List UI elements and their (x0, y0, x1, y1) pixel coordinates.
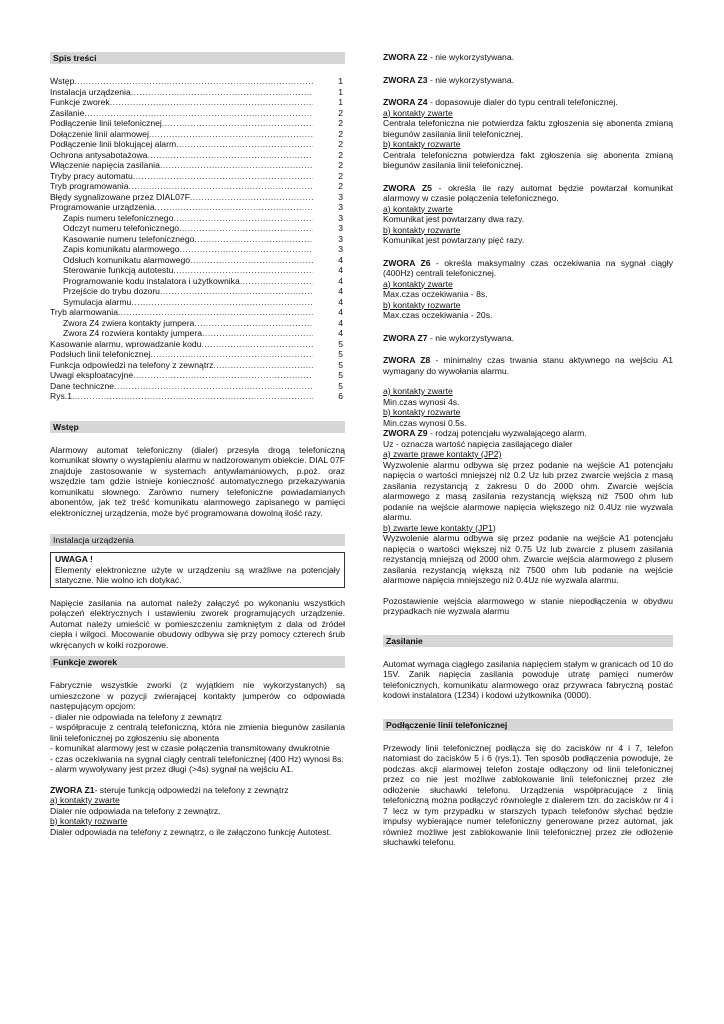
funkcje-option: - komunikat alarmowy jest w czasie połączenia transmitowany dwukrotnie (50, 743, 330, 753)
z4-a-text: Centrala telefoniczna nie potwierdza faktu zgłoszenia się abonenta zmianą biegunów zasilania linii telefonicznej. (383, 118, 673, 139)
toc-entry-title: Zwora Z4 rozwiera kontakty jumpera (63, 328, 202, 338)
toc-entry-page: 6 (338, 391, 343, 401)
z3-label: ZWORA Z3 (383, 74, 428, 85)
z1-b: b) kontakty rozwarte (50, 816, 128, 826)
toc-entry-page: 2 (338, 160, 343, 170)
toc-entry (50, 181, 345, 192)
toc-entry-title: Uwagi eksploatacyjne (50, 370, 134, 380)
toc-dot-leader (74, 76, 313, 87)
toc-entry-title: Ochrona antysabotażowa (50, 149, 148, 160)
table-of-contents (50, 76, 345, 402)
toc-entry (50, 286, 345, 297)
z1-line (50, 785, 345, 796)
toc-entry (50, 370, 345, 381)
toc-entry-title: Programowanie kodu instalatora i użytkownika (63, 275, 240, 286)
toc-entry-page: 2 (338, 107, 343, 118)
toc-entry-title: Podsłuch linii telefonicznej (50, 349, 151, 359)
toc-entry-page: 4 (338, 328, 343, 338)
z6-b: b) kontakty rozwarte (383, 299, 461, 310)
toc-entry (50, 234, 345, 245)
toc-entry (50, 265, 345, 276)
toc-entry-page: 3 (338, 244, 343, 254)
z8-desc: - minimalny czas trwania stanu aktywnego na wejściu A1 wymagany do wywołania alarmu. (383, 355, 673, 376)
toc-entry-title: Zapis numeru telefonicznego (63, 212, 174, 223)
z1-label: ZWORA Z1 (50, 784, 95, 795)
z2-desc: - nie wykorzystywana. (429, 52, 515, 62)
toc-entry-page: 3 (338, 212, 343, 223)
toc-entry-title: Tryb programowania (50, 181, 129, 191)
toc-entry-page: 5 (338, 338, 343, 349)
z9-label: ZWORA Z9 (383, 428, 428, 438)
toc-entry-page: 1 (338, 76, 343, 86)
funkcje-option: - współpracuje z centralą telefoniczną, która nie zmienia biegunów zasilania linii telefonicznej po zgłoszeniu się abonenta (50, 722, 345, 743)
z5-a: a) kontakty zwarte (383, 203, 453, 214)
right-column (383, 52, 673, 848)
z9-desc: - rodzaj potencjału wyzwalającego alarm. (429, 428, 587, 438)
toc-entry-page: 5 (338, 370, 343, 380)
z7-label: ZWORA Z7 (383, 332, 428, 343)
toc-dot-leader (180, 244, 313, 255)
z4-b: b) kontakty rozwarte (383, 139, 461, 149)
toc-dot-leader (240, 276, 313, 287)
toc-entry (50, 255, 345, 266)
z4-label: ZWORA Z4 (383, 97, 428, 107)
toc-entry (50, 97, 345, 108)
toc-entry-title: Podłączenie linii blokującej alarm (50, 139, 177, 149)
z5-desc: - określa ile razy automat będzie powtarzał komunikat alarmowy w czasie połączenia telefonicznego. (383, 182, 674, 203)
left-column (50, 52, 345, 837)
toc-dot-leader (118, 307, 313, 318)
z8-b: b) kontakty rozwarte (383, 407, 461, 417)
toc-dot-leader (72, 391, 313, 402)
toc-dot-leader (131, 297, 313, 308)
toc-entry-title: Wstęp (50, 76, 75, 86)
z5-b-text: Komunikat jest powtarzany pięć razy. (383, 235, 525, 245)
toc-entry (50, 339, 345, 350)
z6-a: a) kontakty zwarte (383, 278, 453, 289)
toc-entry-page: 2 (338, 118, 343, 128)
z9-uz: Uz - oznacza wartość napięcia zasilającego dialer (383, 438, 573, 449)
toc-entry (50, 202, 345, 213)
toc-entry-page: 4 (338, 307, 343, 317)
instalacja-text: Napięcie zasilania na automat należy załączyć po wykonaniu wszystkich połączeń elektrycznych i ustawieniu zworek programujących urządzenie. Automat należy umieścić w pomieszczeniu zamkniętym z dala od źródeł ciepła i wilgoci. Mocowanie obudowy odbywa się przy pomocy czterech śrub wkręcanych w kołki rozporowe. (50, 597, 345, 650)
z8-line (383, 355, 673, 376)
toc-entry-title: Dołączenie linii alarmowej (50, 128, 149, 139)
toc-entry (50, 391, 345, 402)
toc-entry (50, 276, 345, 287)
toc-dot-leader (155, 202, 313, 213)
z3-desc: - nie wykorzystywana. (429, 74, 515, 85)
toc-entry-page: 1 (338, 97, 343, 107)
toc-entry-title: Programowanie urządzenia (50, 202, 155, 212)
funkcje-option: - alarm wywoływany jest przez długi (>4s) sygnał na wejściu A1. (50, 764, 294, 774)
z1-a: a) kontakty zwarte (50, 795, 120, 805)
toc-entry-title: Kasowanie alarmu, wprowadzanie kodu (50, 338, 202, 349)
z5-a-text: Komunikat jest powtarzany dwa razy. (383, 214, 525, 224)
toc-dot-leader (201, 339, 313, 350)
toc-entry-page: 4 (338, 265, 343, 275)
toc-entry-title: Zasilanie (50, 107, 85, 118)
zasilanie-text: Automat wymaga ciągłego zasilania napięciem stałym w granicach od 10 do 15V. Zanik napięcia zasilania powoduje utratę pamięci numerów telefonicznych, komunikatu alarmowego oraz przywraca fabryczną postać kodowi instalatora (1234) i kodowi użytkownika (0000). (383, 658, 673, 700)
toc-entry (50, 244, 345, 255)
toc-entry-title: Odczyt numeru telefonicznego (63, 223, 180, 233)
z4-line (383, 97, 673, 108)
toc-entry (50, 318, 345, 329)
toc-dot-leader (149, 129, 313, 140)
z4-desc: - dopasowuje dialer do typu centrali telefonicznej. (429, 97, 618, 107)
toc-dot-leader (114, 381, 313, 392)
instalacja-heading: Instalacja urządzenia (50, 534, 345, 546)
z2-label: ZWORA Z2 (383, 52, 428, 62)
z7-line (383, 333, 673, 344)
toc-entry-page: 5 (338, 349, 343, 359)
toc-entry-title: Włączenie napięcia zasilania (50, 160, 160, 170)
toc-entry (50, 192, 345, 203)
toc-dot-leader (129, 181, 314, 192)
z9-b-text: Wyzwolenie alarmu odbywa się przez podanie na wejście A1 potencjału napięcia o wartości większej niż 0.75 Uz lub zwarcie z plusem zasilania rezystancją mniejszą od 2000 ohm. Zwarcie wejścia alarmowego z plusem zasilania rezystancją większą niż 7500 ohm lub podanie na wejście alarmowe napięcia mniejszego niż 0.4Uz nie wyzwala alarmu. (383, 533, 673, 585)
toc-dot-leader (133, 171, 313, 182)
toc-dot-leader (173, 213, 313, 224)
funkcje-heading: Funkcje zworek (50, 656, 345, 668)
toc-entry-page: 1 (338, 86, 343, 97)
z9-line (383, 428, 673, 439)
z5-line (383, 183, 673, 204)
toc-entry-page: 3 (338, 223, 343, 233)
toc-entry (50, 76, 345, 87)
linia-heading: Podłączenie linii telefonicznej (383, 719, 673, 731)
toc-entry-page: 4 (338, 296, 343, 307)
toc-dot-leader (179, 223, 313, 234)
z8-label: ZWORA Z8 (383, 355, 431, 365)
z1-b-text: Dialer odpowiada na telefony z zewnątrz, o ile załączono funkcję Autotest. (50, 826, 332, 837)
z5-b: b) kontakty rozwarte (383, 224, 461, 235)
toc-dot-leader (150, 349, 313, 360)
toc-dot-leader (173, 265, 313, 276)
z8-a-text: Min.czas wynosi 4s. (383, 396, 460, 407)
toc-entry-title: Podłączenie linii telefonicznej (50, 118, 162, 128)
z3-line (383, 75, 673, 86)
toc-entry-title: Instalacja urządzenia (50, 86, 131, 97)
toc-entry (50, 118, 345, 129)
funkcje-intro: Fabrycznie wszystkie zworki (z wyjątkiem nie wykorzystanych) są umieszczone w pozycji zwierającej kontakty jumperów co odpowiada następującym opcjom: (50, 680, 345, 711)
linia-text: Przewody linii telefonicznej podłącza się do zacisków nr 4 i 7, telefon natomiast do zacisków 5 i 6 (rys.1). Ten sposób podłączenia powoduje, że podczas akcji alarmowej telefon zostaje odłączony od linii telefonicznej przez co nie jest możliwe zablokowanie linii telefonicznej przez złe odłożenie słuchawki telefonu. Urządzenia współpracujące z linią telefoniczną można podłączyć równolegle z dialerem tzn. do zacisków nr 4 i 7 lecz w tym przypadku w starszych typach telefonów słychać będzie impulsy wybierające numer telefoniczny generowane przez automat, jak również możliwe jest zablokowanie linii telefonicznej przez złe odłożenie słuchawki telefonu. (383, 742, 673, 847)
toc-dot-leader (202, 328, 313, 339)
z9-a: a) zwarte prawe kontakty (JP2) (383, 449, 502, 459)
wstep-heading: Wstęp (50, 421, 345, 433)
z6-line (383, 258, 673, 279)
warning-text: Elementy elektroniczne użyte w urządzeniu są wrażliwe na potencjały statyczne. Nie wolno ich dotykać. (55, 564, 340, 585)
toc-entry (50, 129, 345, 140)
toc-entry-title: Funkcje zworek (50, 97, 110, 107)
toc-entry-title: Funkcja odpowiedzi na telefony z zewnątrz (50, 359, 214, 370)
toc-dot-leader (162, 118, 313, 129)
toc-entry-title: Zapis komunikatu alarmowego (63, 244, 180, 254)
funkcje-options (50, 712, 345, 775)
toc-entry-title: Tryby pracy automatu (50, 170, 133, 181)
warning-title: UWAGA ! (55, 554, 93, 564)
z6-b-text: Max.czas oczekiwania - 20s. (383, 310, 493, 320)
z9-a-text: Wyzwolenie alarmu odbywa się przez podanie na wejście A1 potencjału napięcia o wartości mniejszej niż 0.2 Uz lub przez zwarcie wejścia z masą zasilania rezystancją z zakresu 0 do 2000 ohm. Zwarcie wejścia alarmowego z masą zasilania rezystancją większą niż 7500 ohm lub podanie na wejście alarmowe napięcia większego niż 0.4Uz nie wyzwala alarmu. (383, 459, 673, 522)
funkcje-option: - dialer nie odpowiada na telefony z zewnątrz (50, 711, 222, 722)
z9-note: Pozostawienie wejścia alarmowego w stanie niepodłączenia w obydwu przypadkach nie wyzwala alarmu (383, 595, 673, 616)
toc-entry (50, 297, 345, 308)
z4-b-text: Centrala telefoniczna potwierdza fakt zgłoszenia się abonenta zmianą biegunów zasilania linii telefonicznej. (383, 149, 673, 170)
toc-entry-title: Symulacja alarmu (63, 296, 132, 307)
toc-dot-leader (194, 318, 313, 329)
toc-entry-title: Kasowanie numeru telefonicznego (63, 233, 195, 244)
toc-entry-title: Przejście do trybu dozoru (63, 286, 160, 296)
toc-entry-title: Błędy sygnalizowane przez DIAL07F (50, 191, 190, 202)
toc-entry (50, 213, 345, 224)
z6-label: ZWORA Z6 (383, 257, 431, 268)
toc-entry (50, 139, 345, 150)
z2-line (383, 52, 673, 63)
zasilanie-heading: Zasilanie (383, 635, 673, 647)
z7-desc: - nie wykorzystywana. (429, 332, 515, 343)
wstep-text: Alarmowy automat telefoniczny (dialer) przesyła drogą telefoniczną komunikat słowny o wystąpieniu alarmu w nadzorowanym obiekcie. DIAL 07F znajduje zastosowanie w systemach antywłamaniowych, p.poż. oraz wszędzie tam gdzie istnieje konieczność automatycznego przekazywania komunikatu słownego. Zarówno numery telefoniczne powiadamianych abonentów, jak też treść komunikatu alarmowego zapisanego w pamięci elektronicznej urządzenia, może być programowana dowolną ilość razy. (50, 444, 345, 518)
toc-entry-page: 4 (338, 254, 343, 265)
z1-a-text: Dialer nie odpowiada na telefony z zewnątrz. (50, 805, 221, 816)
toc-entry-page: 2 (338, 170, 343, 181)
z8-b-text: Min.czas wynosi 0.5s. (383, 417, 467, 428)
toc-entry (50, 150, 345, 161)
toc-entry (50, 328, 345, 339)
toc-entry (50, 381, 345, 392)
toc-dot-leader (194, 234, 313, 245)
toc-entry (50, 160, 345, 171)
toc-entry-page: 3 (338, 202, 343, 212)
z4-a: a) kontakty zwarte (383, 107, 453, 118)
toc-entry-title: Dane techniczne (50, 380, 115, 391)
toc-entry-page: 2 (338, 139, 343, 149)
toc-entry-page: 2 (338, 181, 343, 191)
toc-dot-leader (213, 360, 313, 371)
z6-desc: - określa maksymalny czas oczekiwania na sygnał ciągły (400Hz) centrali telefonicznej. (383, 257, 673, 278)
toc-entry-page: 5 (338, 380, 343, 391)
toc-entry-page: 3 (338, 191, 343, 202)
toc-dot-leader (160, 160, 313, 171)
toc-dot-leader (160, 286, 313, 297)
toc-entry-page: 3 (338, 233, 343, 244)
toc-entry (50, 307, 345, 318)
toc-dot-leader (176, 139, 313, 150)
toc-entry (50, 360, 345, 371)
z6-a-text: Max.czas oczekiwania - 8s. (383, 289, 488, 299)
toc-entry (50, 349, 345, 360)
toc-entry (50, 171, 345, 182)
toc-dot-leader (190, 255, 313, 266)
toc-dot-leader (133, 370, 313, 381)
toc-entry (50, 87, 345, 98)
funkcje-option: - czas oczekiwania na sygnał ciągły centrali telefonicznej (400 Hz) wynosi 8s. (50, 753, 344, 764)
toc-dot-leader (131, 87, 313, 98)
toc-entry-title: Sterowanie funkcją autotestu (63, 265, 174, 275)
warning-box (50, 552, 345, 588)
z8-a: a) kontakty zwarte (383, 386, 453, 396)
toc-entry-page: 4 (338, 317, 343, 328)
toc-entry-title: Rys.1 (50, 391, 72, 401)
toc-entry-page: 5 (338, 359, 343, 370)
toc-entry-title: Tryb alarmowania (50, 307, 118, 317)
toc-entry-title: Odsłuch komunikatu alarmowego (63, 254, 191, 265)
toc-dot-leader (190, 192, 313, 203)
toc-entry (50, 108, 345, 119)
toc-entry (50, 223, 345, 234)
toc-entry-page: 2 (338, 128, 343, 139)
z1-desc: - steruje funkcją odpowiedzi na telefony z zewnątrz (94, 784, 289, 795)
toc-dot-leader (147, 150, 313, 161)
toc-entry-page: 4 (338, 286, 343, 296)
toc-heading: Spis treści (50, 52, 345, 64)
toc-entry-title: Zwora Z4 zwiera kontakty jumpera (63, 317, 195, 328)
z5-label: ZWORA Z5 (383, 182, 432, 193)
toc-dot-leader (84, 108, 313, 119)
toc-entry-page: 4 (338, 275, 343, 286)
toc-dot-leader (110, 97, 313, 108)
toc-entry-page: 2 (338, 149, 343, 160)
z9-b: b) zwarte lewe kontakty (JP1) (383, 522, 496, 533)
